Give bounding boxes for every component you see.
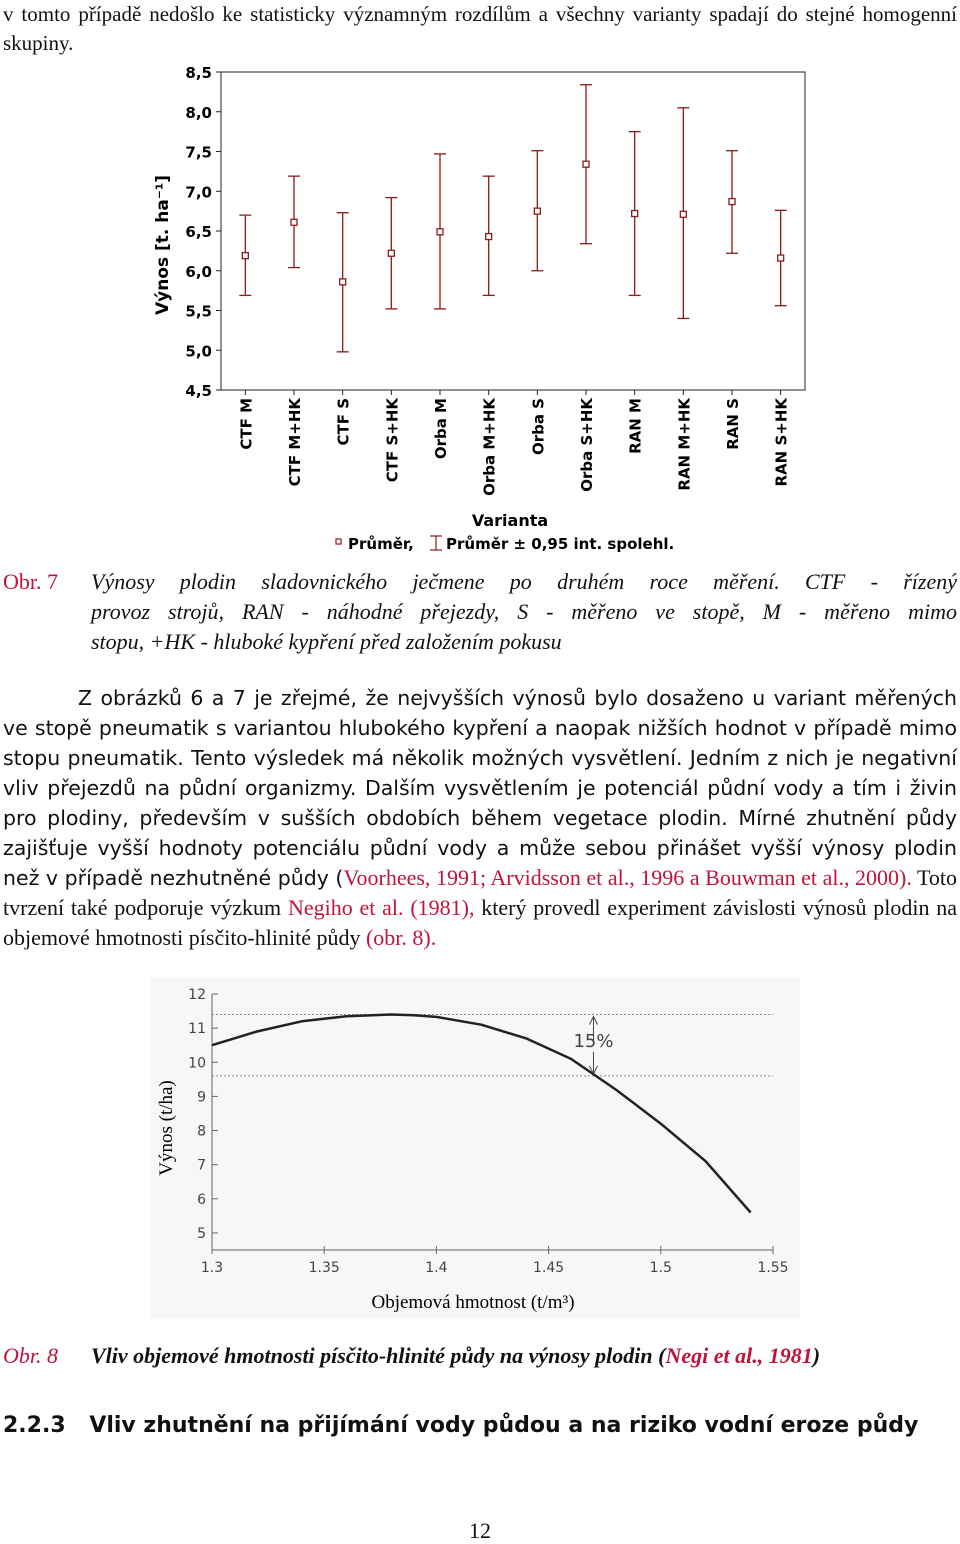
figure-7-axes (185, 64, 805, 496)
figure-8-ylabel: Výnos (t/ha) (156, 1080, 177, 1176)
figure-7-legend (336, 535, 674, 553)
figure-7-xtick-label: Orba S+HK (578, 398, 596, 492)
figure-8-ytick-label: 7 (197, 1157, 206, 1174)
figure-7-ytick-label: 7,0 (185, 183, 212, 202)
figure-7-xtick-label: Orba M+HK (480, 398, 499, 496)
figure-7-xtick-label: RAN M+HK (675, 398, 694, 491)
figure-8-ytick-label: 9 (197, 1089, 206, 1106)
figure-7-plot-frame (221, 72, 805, 390)
figure-8-ytick-label: 8 (197, 1123, 206, 1140)
caption-8-label: Obr. 8 (3, 1343, 59, 1368)
caption-7-line3: stopu, +HK - hluboké kypření před založením pokusu (91, 629, 562, 654)
figure-7-mean-point (632, 211, 638, 217)
figure-8-xtick-label: 1.55 (757, 1260, 789, 1276)
figure-7-mean-point (388, 250, 394, 256)
figure-7-mean-point (534, 208, 540, 214)
figure-8-xtick-label: 1.35 (308, 1260, 340, 1276)
section-number: 2.2.3 (3, 1413, 66, 1438)
figure-8-ytick-label: 11 (188, 1021, 206, 1038)
legend-ci: Průměr ± 0,95 int. spolehl. (446, 535, 675, 553)
citation-voorhees: Voorhees, 1991; Arvidsson et al., 1996 a Bouwman et al., 2000). (343, 865, 912, 890)
figure-8-chart (150, 978, 800, 1318)
figure-7-xtick-label: Orba M (432, 398, 450, 460)
figure-7-mean-point (778, 255, 784, 261)
figure-8-xtick-label: 1.45 (533, 1260, 565, 1276)
figure-8-ytick-label: 10 (188, 1055, 206, 1072)
figure-8-xtick-label: 1.5 (649, 1260, 672, 1276)
figure-7-xtick-label: CTF M+HK (286, 398, 304, 487)
caption-7-line2: provoz strojů, RAN - náhodné přejezdy, S - měřeno ve stopě, M - měřeno mimo (91, 599, 957, 624)
figure-7-ytick-label: 8,5 (185, 64, 212, 82)
page-number: 12 (469, 1518, 491, 1543)
figure-7-caption (3, 567, 957, 657)
figure-7-xlabel: Varianta (471, 511, 549, 530)
body-text-3: který provedl experiment závislosti výnosů plodin na objemové hmotnosti písčito-hlinité půdy (3, 895, 958, 950)
figure-7-xtick-label: RAN S+HK (772, 398, 791, 487)
caption-7-label: Obr. 7 (3, 569, 58, 594)
figure-7-xtick-label: Orba S (529, 398, 548, 456)
figure-7-ytick-label: 7,5 (185, 143, 212, 162)
section-heading (3, 1413, 918, 1438)
body-text-1: Z obrázků 6 a 7 je zřejmé, že nejvyšších výnosů bylo dosaženo u variant měřených ve stopě pneumatik s variantou hlubokého kypření a naopak nižších hodnot v případě mimo stopu pneumatik. Tento výsledek má několik možných vysvětlení. Jedním z nich je negativní vliv přejezdů na půdní organizmy. Dalším vysvětlením je potenciál půdní vody a tím i živin pro plodiny, především v sušších obdobích během vegetace plodin. Mírné zhutnění půdy zajišťuje vyšší hodnoty potenciálu půdní vody a může sebou přinášet vyšší výnosy plodin než v případě nezhutněné půdy ( (3, 686, 957, 890)
figure-7-ytick-label: 6,0 (185, 262, 212, 281)
figure-7-ytick-label: 5,5 (185, 302, 212, 321)
legend-mean: Průměr, (348, 535, 414, 553)
figure-8-ytick-label: 12 (188, 987, 206, 1003)
figure-8-annotation: 15% (573, 1031, 614, 1053)
figure-7-ytick-label: 8,0 (185, 103, 212, 122)
figure-7-mean-point (680, 211, 686, 217)
citation-negi: Negiho et al. (1981), (287, 895, 475, 920)
figure-8-xtick-label: 1.3 (200, 1260, 224, 1276)
figure-8-reference: (obr. 8). (365, 925, 437, 950)
figure-7-mean-point (486, 234, 492, 240)
figure-7-ytick-label: 6,5 (185, 223, 212, 241)
intro-paragraph: v tomto případě nedošlo ke statisticky významným rozdílům a všechny varianty spadají do stejné homogenní skupiny. (3, 2, 957, 55)
caption-7-line1: Výnosy plodin sladovnického ječmene po druhém roce měření. CTF - řízený (91, 569, 957, 594)
caption-8-text: Vliv objemové hmotnosti písčito-hlinité půdy na výnosy plodin ( (91, 1343, 666, 1368)
figure-7-mean-point (437, 229, 443, 235)
caption-8-citation: Negi et al., 1981 (665, 1343, 813, 1368)
figure-8-xtick-label: 1.4 (425, 1260, 448, 1276)
figure-7-mean-point (291, 219, 297, 225)
figure-7-mean-point (242, 253, 248, 259)
section-title: Vliv zhutnění na přijímání vody půdou a na riziko vodní eroze půdy (89, 1413, 919, 1438)
figure-7-xtick-label: RAN S (724, 398, 742, 450)
figure-7-marks (239, 85, 786, 352)
figure-7-ytick-label: 4,5 (185, 382, 212, 400)
figure-7-mean-point (729, 199, 735, 205)
figure-8-caption (3, 1343, 820, 1369)
body-text-2: Toto tvrzení také podporuje výzkum (3, 865, 957, 920)
body-paragraph (3, 683, 957, 953)
figure-7-xtick-label: RAN M (626, 398, 645, 454)
figure-8-xlabel: Objemová hmotnost (t/m³) (371, 1292, 575, 1313)
figure-7-xtick-label: CTF M (237, 398, 256, 450)
figure-8-ytick-label: 6 (197, 1191, 206, 1208)
figure-7-ytick-label: 5,0 (185, 342, 212, 361)
caption-8-close: ) (812, 1343, 821, 1368)
figure-8-ytick-label: 5 (197, 1225, 206, 1242)
figure-7-chart (140, 60, 820, 560)
figure-7-mean-point (583, 161, 589, 167)
figure-7-mean-point (340, 279, 346, 285)
figure-7-ylabel: Výnos [t. ha⁻¹] (153, 174, 173, 316)
figure-7-xtick-label: CTF S+HK (383, 398, 402, 483)
figure-7-xtick-label: CTF S (334, 398, 353, 446)
